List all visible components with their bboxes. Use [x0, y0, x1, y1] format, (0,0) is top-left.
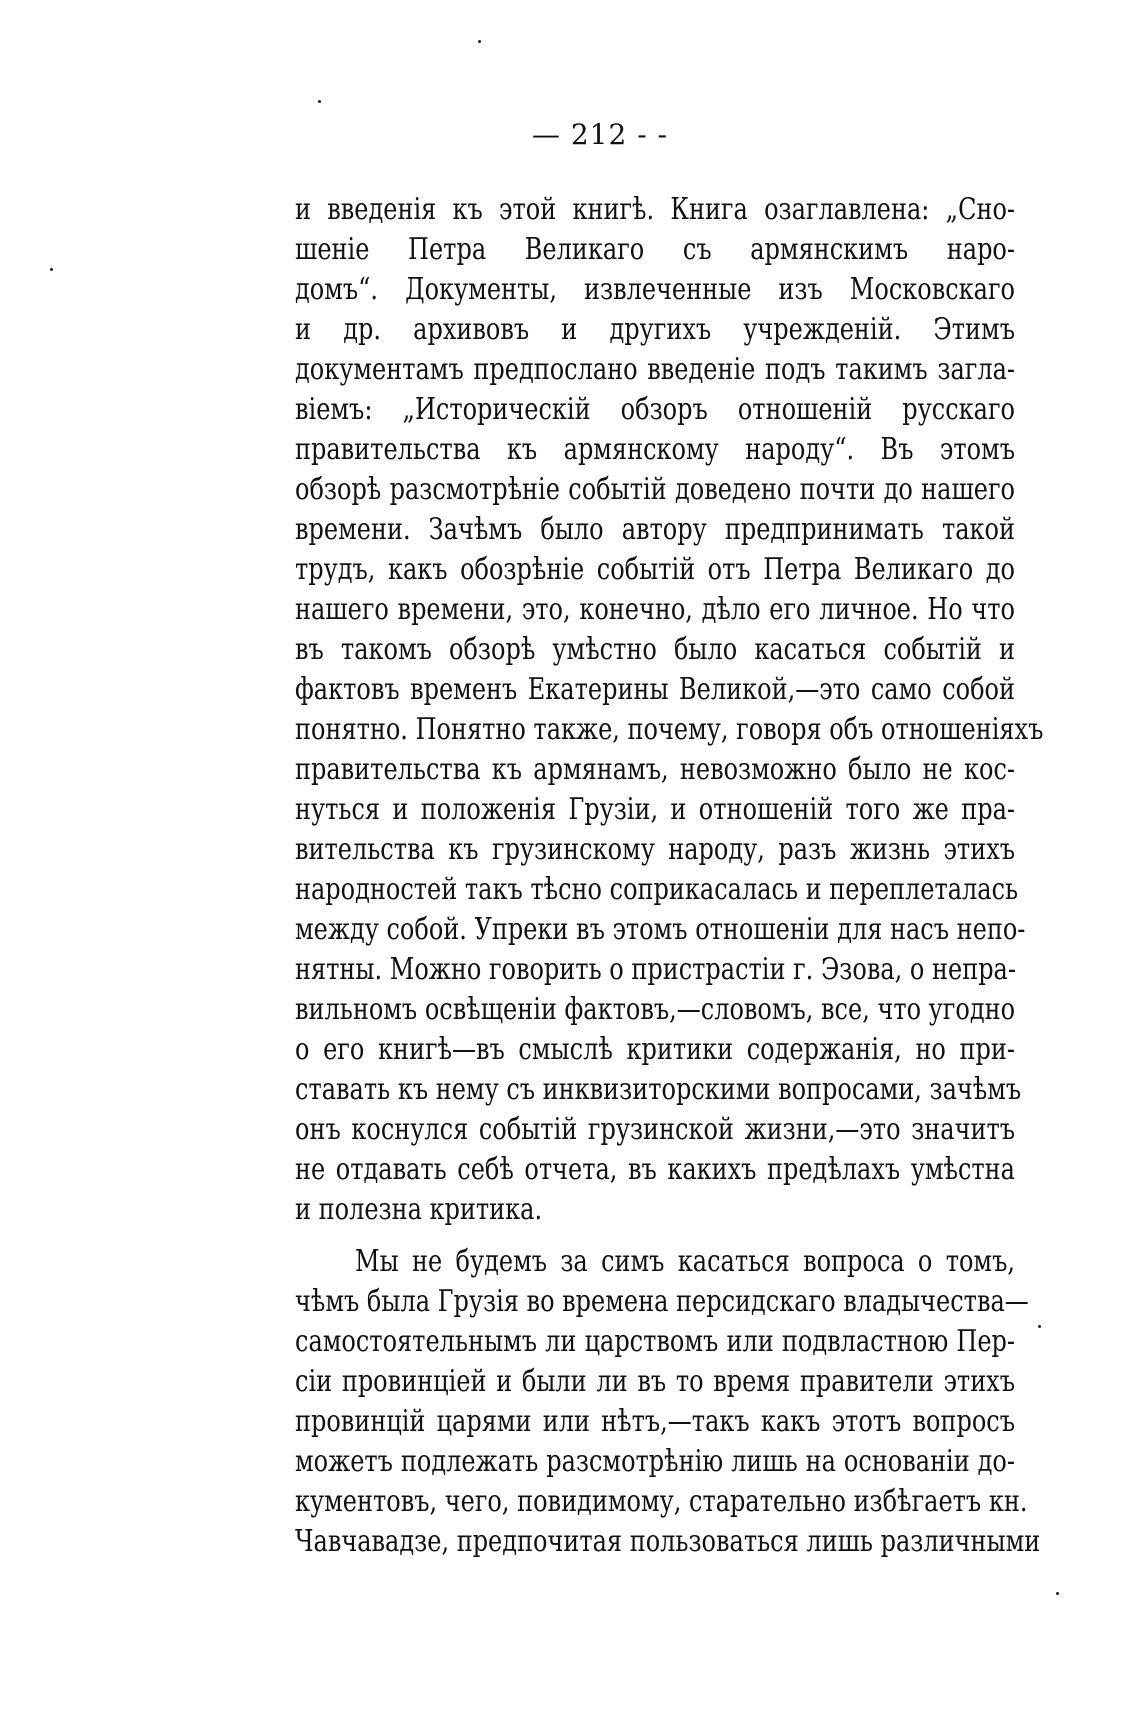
- scan-speck: [318, 100, 321, 103]
- text-line: и полезна критика.: [295, 1192, 543, 1227]
- scan-speck: [50, 268, 53, 271]
- text-line: времени. Зачѣмъ было автору предпринимать такой: [295, 512, 1015, 547]
- scan-speck: [1056, 1592, 1059, 1595]
- paragraph-1: [295, 190, 1044, 1230]
- text-line: віемъ: „Историческій обзоръ отношеній русскаго: [295, 392, 1015, 427]
- text-line: нятны. Можно говорить о пристрастіи г. Эзова, о непра-: [295, 952, 1016, 987]
- text-line: народностей такъ тѣсно соприкасалась и переплеталась: [295, 872, 1019, 907]
- text-line: трудъ, какъ обозрѣніе событій отъ Петра Великаго до: [295, 552, 1015, 587]
- scan-speck: [1038, 1325, 1041, 1328]
- text-line: вительства къ грузинскому народу, разъ жизнь этихъ: [295, 832, 1015, 867]
- text-line: нашего времени, это, конечно, дѣло его личное. Но что: [295, 592, 1015, 627]
- text-line: онъ коснулся событій грузинской жизни,—это значитъ: [295, 1112, 1015, 1147]
- text-line: не отдавать себѣ отчета, въ какихъ предѣлахъ умѣстна: [295, 1152, 1015, 1187]
- paragraph-2: [295, 1242, 1041, 1562]
- text-line: ставать къ нему съ инквизиторскими вопросами, зачѣмъ: [295, 1072, 1022, 1107]
- text-line: сіи провинціей и были ли въ то время правители этихъ: [295, 1364, 1015, 1399]
- text-line: документамъ предпослано введеніе подъ такимъ загла-: [295, 352, 1015, 387]
- scan-speck: [478, 40, 481, 43]
- text-line: понятно. Понятно также, почему, говоря объ отношеніяхъ: [295, 712, 1044, 747]
- text-line: между собой. Упреки въ этомъ отношеніи для насъ непо-: [295, 912, 1026, 947]
- text-line: о его книгѣ—въ смыслѣ критики содержанія, но при-: [295, 1032, 1015, 1067]
- text-line: фактовъ временъ Екатерины Великой,—это само собой: [295, 672, 1015, 707]
- text-line: и введенія къ этой книгѣ. Книга озаглавлена: „Сно-: [295, 192, 1015, 227]
- text-line: кументовъ, чего, повидимому, старательно избѣгаетъ кн.: [295, 1484, 1028, 1519]
- text-line: правительства къ армянскому народу“. Въ этомъ: [295, 432, 1015, 467]
- text-line: Чавчавадзе, предпочитая пользоваться лишь различными: [295, 1524, 1041, 1559]
- body-text: [295, 190, 1044, 1562]
- text-line: самостоятельнымъ ли царствомъ или подвластною Пер-: [295, 1324, 1015, 1359]
- text-line: домъ“. Документы, извлеченные изъ Московскаго: [295, 272, 1015, 307]
- text-line: чѣмъ была Грузія во времена персидскаго владычества—: [295, 1284, 1029, 1319]
- text-line: нуться и положенія Грузіи, и отношеній того же пра-: [295, 792, 1015, 827]
- text-line: Мы не будемъ за симъ касаться вопроса о томъ,: [355, 1244, 1015, 1279]
- text-line: правительства къ армянамъ, невозможно было не кос-: [295, 752, 1015, 787]
- text-line: и др. архивовъ и другихъ учрежденій. Этимъ: [295, 312, 1015, 347]
- text-line: можетъ подлежать разсмотрѣнію лишь на основаніи до-: [295, 1444, 1015, 1479]
- text-line: обзорѣ разсмотрѣніе событій доведено почти до нашего: [295, 472, 1015, 507]
- text-line: провинцій царями или нѣтъ,—такъ какъ этотъ вопросъ: [295, 1404, 1015, 1439]
- text-line: вильномъ освѣщеніи фактовъ,—словомъ, все, что угодно: [295, 992, 1016, 1027]
- text-line: въ такомъ обзорѣ умѣстно было касаться событій и: [295, 632, 1015, 667]
- text-line: шеніе Петра Великаго съ армянскимъ наро-: [295, 232, 1015, 267]
- page-number: — 212 - -: [531, 118, 669, 151]
